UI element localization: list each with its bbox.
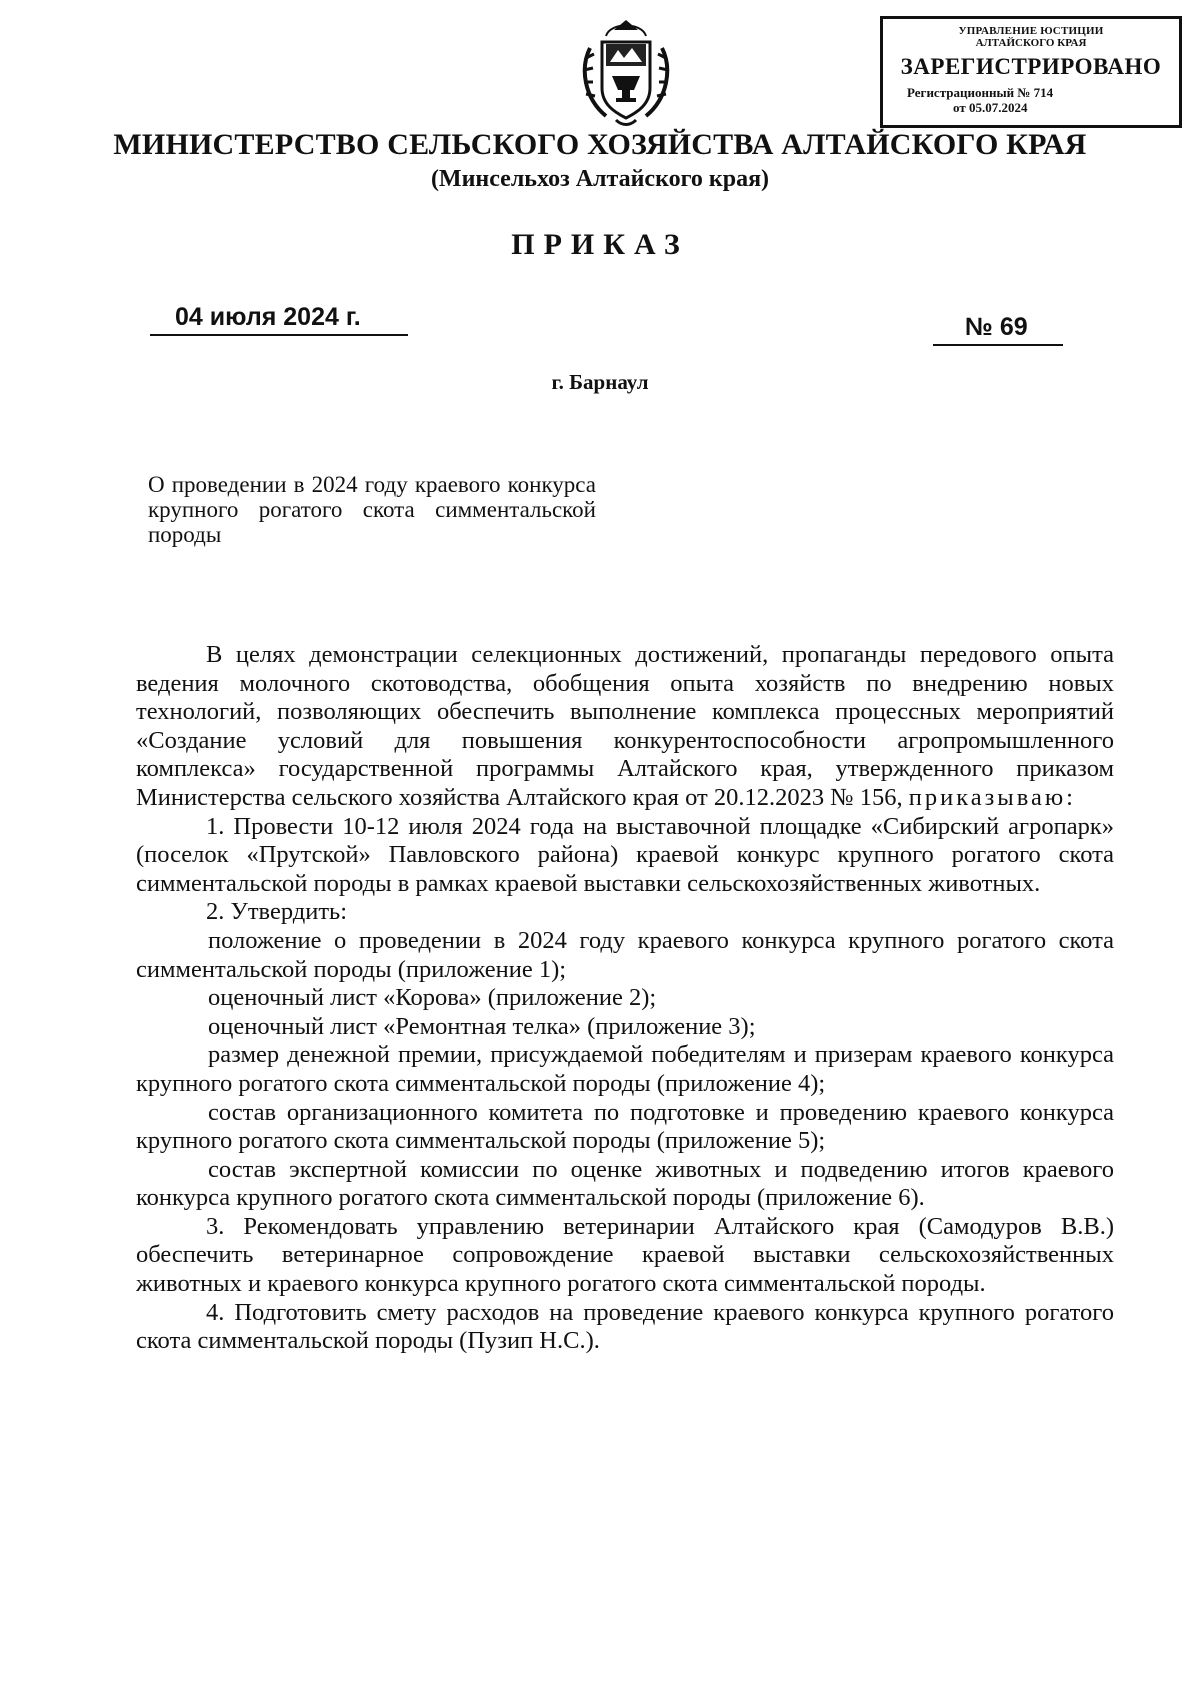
stamp-line-1: УПРАВЛЕНИЕ ЮСТИЦИИ <box>958 25 1104 37</box>
intro-text: В целях демонстрации селекционных достижений, пропаганды передового опыта ведения молочного скотоводства, обобщения опыта хозяйств по внедрению новых технологий, позволяющих обеспечить выполнение комплекса процессных мероприятий «Создание условий для повышения конкурентоспособности агропромышленного комплекса» государственной программы Алтайского края, утвержденного приказом Министерства сельского хозяйства Алтайского края от 20.12.2023 № 156, <box>136 641 1114 811</box>
ministry-title: МИНИСТЕРСТВО СЕЛЬСКОГО ХОЗЯЙСТВА АЛТАЙСКОГО КРАЯ <box>113 128 1087 161</box>
document-type: ПРИКАЗ <box>511 228 689 261</box>
item-2: 2. Утвердить: <box>206 898 348 926</box>
intro-paragraph <box>136 641 1114 813</box>
item-2-sub-1: положение о проведении в 2024 году краевого конкурса крупного рогатого скота симментальской породы (приложение 1); <box>136 926 1114 983</box>
order-number: № 69 <box>933 312 1063 346</box>
stamp-line-2: АЛТАЙСКОГО КРАЯ <box>975 37 1087 49</box>
order-date: 04 июля 2024 г. <box>150 302 408 336</box>
item-2-sub-3: оценочный лист «Ремонтная телка» (приложение 3); <box>208 1012 756 1040</box>
item-2-sub-2: оценочный лист «Корова» (приложение 2); <box>208 984 657 1012</box>
ministry-short-name: (Минсельхоз Алтайского края) <box>430 166 770 192</box>
item-3: 3. Рекомендовать управлению ветеринарии Алтайского края (Самодуров В.В.) обеспечить ветеринарное сопровождение краевой выставки сельскохозяйственных животных и краевого конкурса крупного рогатого скота симментальской породы. <box>136 1212 1114 1298</box>
stamp-reg-date: от 05.07.2024 <box>953 100 1028 115</box>
registration-stamp <box>880 16 1182 128</box>
item-4: 4. Подготовить смету расходов на проведение краевого конкурса крупного рогатого скота симментальской породы (Пузип Н.С.). <box>136 1298 1114 1355</box>
order-body <box>136 641 1114 1356</box>
city: г. Барнаул <box>551 370 649 394</box>
intro-verb: приказываю: <box>908 783 1076 811</box>
stamp-reg-number: Регистрационный № 714 <box>907 85 1054 100</box>
coat-of-arms-emblem <box>576 18 676 128</box>
stamp-status: ЗАРЕГИСТРИРОВАНО <box>900 54 1162 79</box>
item-2-sub-5: состав организационного комитета по подготовке и проведению краевого конкурса крупного рогатого скота симментальской породы (приложение 5); <box>136 1098 1114 1155</box>
item-1: 1. Провести 10-12 июля 2024 года на выставочной площадке «Сибирский агропарк» (поселок «Прутской» Павловского района) краевой конкурс крупного рогатого скота симментальской породы в рамках краевой выставки сельскохозяйственных животных. <box>136 812 1114 897</box>
order-subject: О проведении в 2024 году краевого конкурса крупного рогатого скота симментальской породы <box>148 472 596 547</box>
item-2-sub-4: размер денежной премии, присуждаемой победителям и призерам краевого конкурса крупного рогатого скота симментальской породы (приложение 4); <box>136 1041 1114 1097</box>
item-2-sub-6: состав экспертной комиссии по оценке животных и подведению итогов краевого конкурса крупного рогатого скота симментальской породы (приложение 6). <box>136 1155 1114 1212</box>
